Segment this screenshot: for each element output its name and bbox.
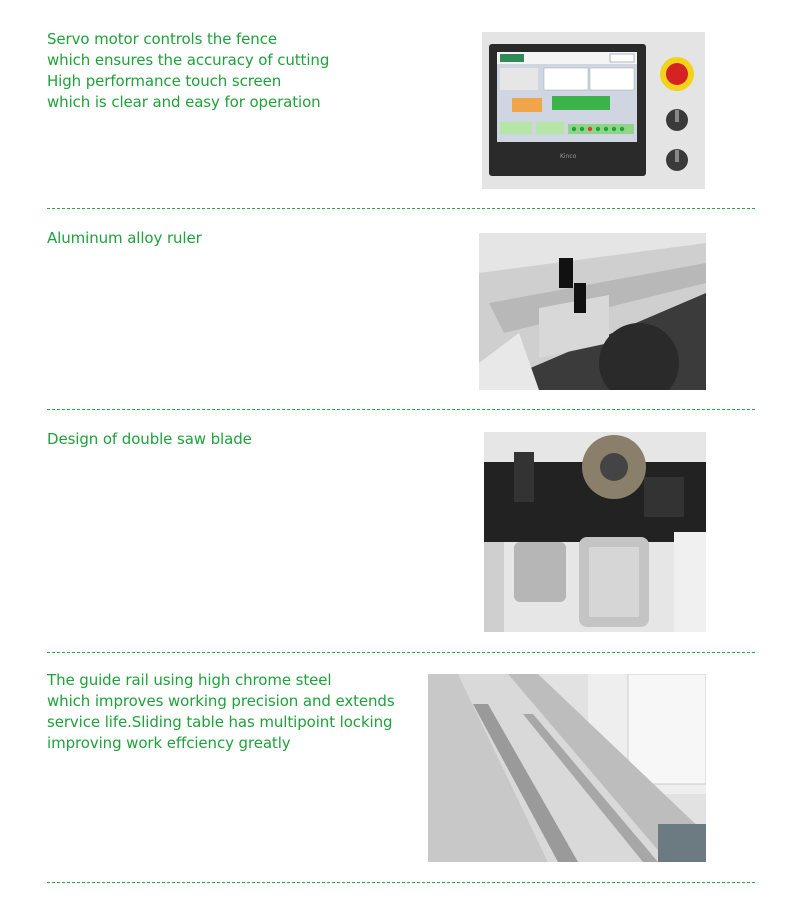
feature-line: The guide rail using high chrome steel: [47, 671, 332, 689]
feature-text-aluminum-ruler: [47, 228, 202, 249]
kinco-logo: Kinco: [560, 153, 577, 160]
section-divider: [47, 882, 755, 883]
touch-screen-panel-photo: [482, 32, 705, 189]
feature-line: Aluminum alloy ruler: [47, 229, 202, 247]
section-divider: [47, 409, 755, 410]
feature-line: which ensures the accuracy of cutting: [47, 51, 330, 69]
aluminum-ruler-photo: [479, 233, 706, 390]
guide-rail-photo: [428, 674, 706, 862]
feature-text-servo-touchscreen: [47, 29, 329, 113]
feature-line: Servo motor controls the fence: [47, 30, 277, 48]
section-divider: [47, 652, 755, 653]
feature-line: High performance touch screen: [47, 72, 282, 90]
feature-text-double-saw-blade: [47, 429, 252, 450]
feature-text-guide-rail: [47, 670, 395, 754]
section-divider: [47, 208, 755, 209]
feature-line: improving work effciency greatly: [47, 734, 291, 752]
feature-line: which is clear and easy for operation: [47, 93, 321, 111]
double-saw-blade-photo: [484, 432, 706, 632]
feature-line: Design of double saw blade: [47, 430, 252, 448]
feature-line: service life.Sliding table has multipoint locking: [47, 713, 393, 731]
feature-line: which improves working precision and extends: [47, 692, 395, 710]
